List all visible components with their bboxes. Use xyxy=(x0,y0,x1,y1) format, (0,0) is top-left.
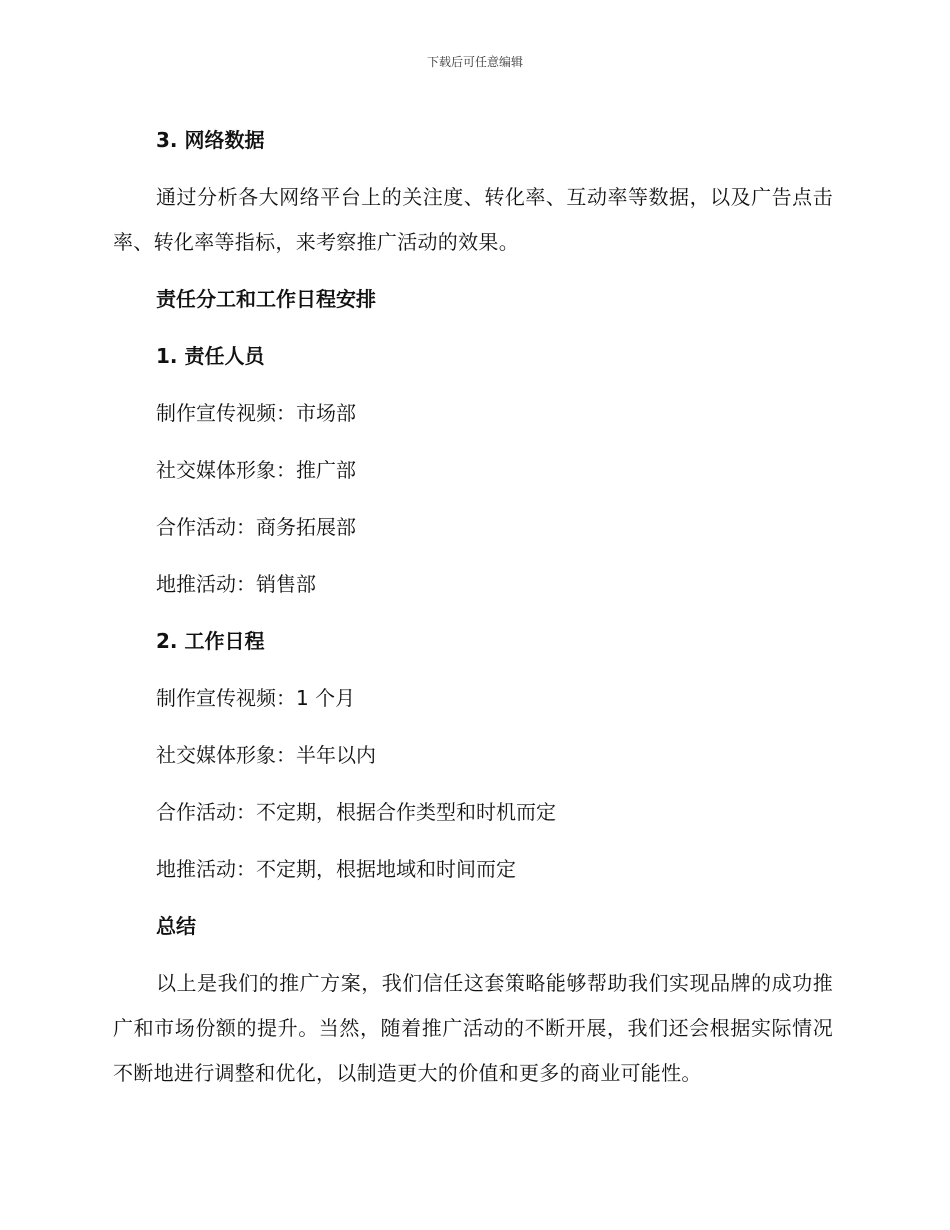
personnel-item-partnership: 合作活动：商务拓展部 xyxy=(156,515,356,539)
schedule-item-partnership: 合作活动：不定期，根据合作类型和时机而定 xyxy=(156,800,556,824)
section-heading-responsibility: 责任分工和工作日程安排 xyxy=(156,287,376,311)
paragraph-summary: 以上是我们的推广方案，我们信任这套策略能够帮助我们实现品牌的成功推广和市场份额的提升。当然，随着推广活动的不断开展，我们还会根据实际情况不断地进行调整和优化，以制造更大的价值和更多的商业可能性。 xyxy=(113,971,833,1085)
personnel-item-video: 制作宣传视频：市场部 xyxy=(156,401,356,425)
paragraph-network-data: 通过分析各大网络平台上的关注度、转化率、互动率等数据，以及广告点击率、转化率等指标，来考察推广活动的效果。 xyxy=(113,185,833,254)
document-body xyxy=(113,112,833,1102)
schedule-item-video: 制作宣传视频：1 个月 xyxy=(156,686,356,710)
section-heading-network-data: 3. 网络数据 xyxy=(156,128,265,152)
page-header: 下载后可任意编辑 xyxy=(426,55,523,69)
subheading-personnel: 1. 责任人员 xyxy=(156,344,265,368)
section-heading-summary: 总结 xyxy=(156,914,196,938)
personnel-item-social: 社交媒体形象：推广部 xyxy=(156,458,356,482)
personnel-item-ground: 地推活动：销售部 xyxy=(156,572,316,596)
schedule-item-social: 社交媒体形象：半年以内 xyxy=(156,743,376,767)
subheading-schedule: 2. 工作日程 xyxy=(156,629,265,653)
schedule-item-ground: 地推活动：不定期，根据地域和时间而定 xyxy=(156,857,516,881)
